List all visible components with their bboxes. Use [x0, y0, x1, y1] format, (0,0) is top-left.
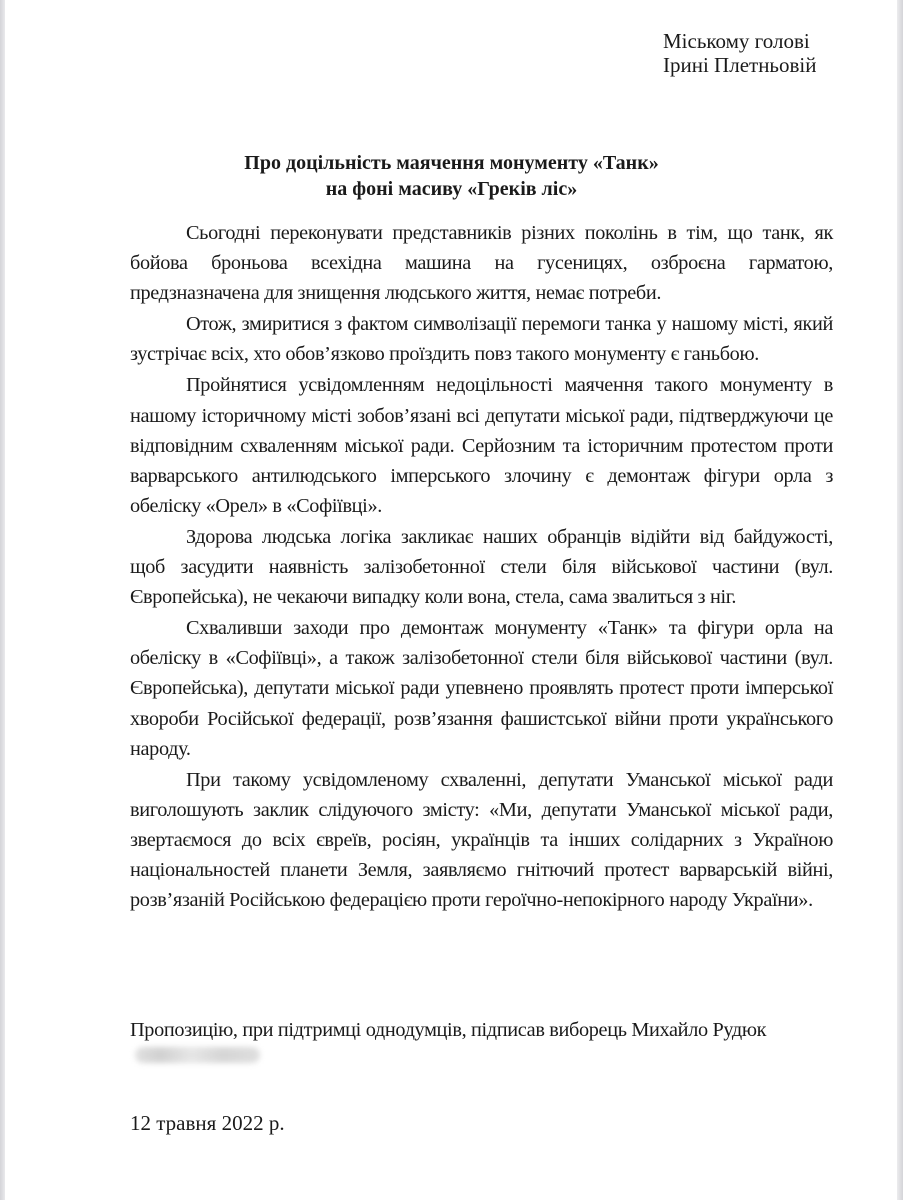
addressee-line-2: Ірині Плетньовій: [663, 53, 817, 77]
redacted-phone-blur: [135, 1047, 260, 1063]
body-paragraph: Здорова людська логіка закликає наших обранців відійти від байдужості, щоб засудити наявність залізобетонної стели біля військової частини (вул. Європейська), не чекаючи випадку коли вона, стела, сама звалиться з ніг.: [130, 525, 833, 609]
body-paragraph: Сьогодні переконувати представників різних поколінь в тім, що танк, як бойова броньова всехідна машина на гусеницях, озброєна гарматою, предзназначена для знищення людського життя, немає потреби.: [130, 222, 833, 305]
body-paragraph: Схваливши заходи про демонтаж монументу «Танк» та фігури орла на обеліску в «Софіївці», а також залізобетонної стели біля військової частини (вул. Європейська), депутати міської ради упевнено проявлять протест проти імперської хвороби Російської федерації, розв’язання фашистської війни проти українського народу.: [130, 617, 833, 760]
body-paragraph: Отож, змиритися з фактом символізації перемоги танка у нашому місті, який зустрічає всіх, хто обов’язково проїздить повз такого монументу є ганьбою.: [130, 313, 833, 366]
document-title: [0, 150, 903, 202]
document-date: 12 травня 2022 р.: [130, 1111, 285, 1135]
title-line-1: Про доцільність маячення монументу «Танк»: [244, 152, 659, 174]
addressee-line-1: Міському голові: [663, 29, 810, 53]
signature-line: Пропозицію, при підтримці однодумців, підписав виборець Михайло Рудюк: [130, 1019, 767, 1041]
body-paragraph: Пройнятися усвідомленням недоцільності маячення такого монументу в нашому історичному місті зобов’язані всі депутати міської ради, підтверджуючи це відповідним схваленням міської ради. Серйозним та історичним протестом проти варварського антилюдського імперського злочину є демонтаж фігури орла з обеліску «Орел» в «Софіївці».: [130, 374, 833, 517]
body-paragraph: При такому усвідомленому схваленні, депутати Уманської міської ради виголошують заклик слідуючого змісту: «Ми, депутати Уманської міської ради, звертаємося до всіх євреїв, росіян, українців та інших солідарних з Україною національностей планети Земля, заявляємо гнітючий протест варварській війні, розв’язаній Російською федерацією проти героїчно-непокірного народу України».: [130, 768, 833, 912]
title-line-2: на фоні масиву «Греків ліс»: [325, 178, 578, 200]
document-body: [130, 218, 833, 916]
addressee-block: [663, 29, 817, 77]
